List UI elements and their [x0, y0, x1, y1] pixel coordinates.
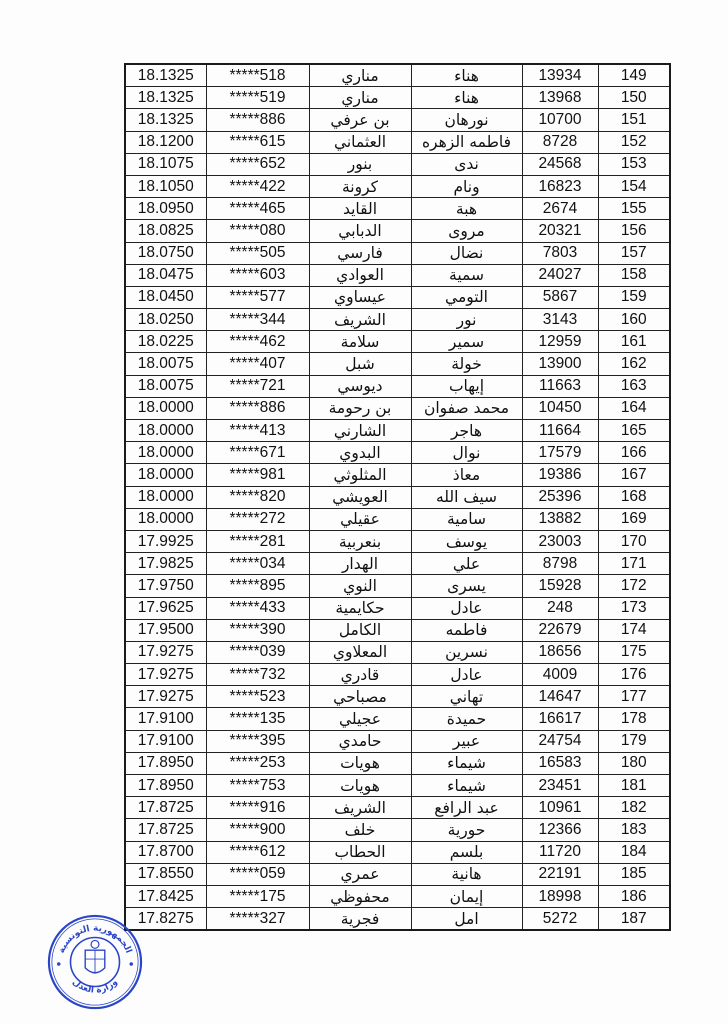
table-row [125, 730, 670, 752]
cell-last-name: بن رحومة [309, 397, 411, 419]
table-row [125, 309, 670, 331]
cell-rank: 176 [598, 664, 670, 686]
cell-first-name: عبير [411, 730, 522, 752]
table-row [125, 508, 670, 530]
cell-score: 18.0225 [125, 331, 206, 353]
table-row [125, 797, 670, 819]
cell-first-name: يوسف [411, 530, 522, 552]
cell-application-number: 23451 [522, 775, 598, 797]
cell-last-name: الكامل [309, 619, 411, 641]
cell-application-number: 2674 [522, 198, 598, 220]
cell-rank: 161 [598, 331, 670, 353]
cell-rank: 155 [598, 198, 670, 220]
cell-first-name: نورهان [411, 109, 522, 131]
cell-masked-id-number: *****886 [206, 397, 309, 419]
cell-first-name: ونام [411, 175, 522, 197]
cell-application-number: 7803 [522, 242, 598, 264]
table-row [125, 464, 670, 486]
cell-application-number: 22191 [522, 863, 598, 885]
cell-rank: 173 [598, 597, 670, 619]
cell-masked-id-number: *****916 [206, 797, 309, 819]
cell-masked-id-number: *****462 [206, 331, 309, 353]
table-row [125, 109, 670, 131]
cell-last-name: عجيلي [309, 708, 411, 730]
cell-last-name: ديوسي [309, 375, 411, 397]
cell-last-name: قادري [309, 664, 411, 686]
cell-rank: 166 [598, 442, 670, 464]
cell-last-name: مناري [309, 87, 411, 109]
cell-masked-id-number: *****344 [206, 309, 309, 331]
cell-score: 17.9825 [125, 553, 206, 575]
cell-masked-id-number: *****652 [206, 153, 309, 175]
cell-masked-id-number: *****390 [206, 619, 309, 641]
cell-rank: 171 [598, 553, 670, 575]
cell-last-name: بن عرفي [309, 109, 411, 131]
cell-first-name: هبة [411, 198, 522, 220]
cell-application-number: 16583 [522, 752, 598, 774]
cell-last-name: الشريف [309, 309, 411, 331]
table-row [125, 87, 670, 109]
cell-masked-id-number: *****518 [206, 64, 309, 87]
cell-masked-id-number: *****820 [206, 486, 309, 508]
cell-last-name: العثماني [309, 131, 411, 153]
cell-application-number: 25396 [522, 486, 598, 508]
cell-rank: 184 [598, 841, 670, 863]
cell-masked-id-number: *****433 [206, 597, 309, 619]
cell-score: 17.8950 [125, 752, 206, 774]
cell-score: 17.8425 [125, 885, 206, 907]
cell-score: 17.9100 [125, 708, 206, 730]
cell-rank: 165 [598, 420, 670, 442]
cell-first-name: هناء [411, 87, 522, 109]
cell-first-name: عادل [411, 597, 522, 619]
cell-masked-id-number: *****465 [206, 198, 309, 220]
cell-rank: 158 [598, 264, 670, 286]
cell-application-number: 5272 [522, 908, 598, 931]
cell-rank: 169 [598, 508, 670, 530]
cell-first-name: بلسم [411, 841, 522, 863]
cell-score: 18.1325 [125, 109, 206, 131]
cell-masked-id-number: *****671 [206, 442, 309, 464]
cell-masked-id-number: *****253 [206, 752, 309, 774]
table-row [125, 264, 670, 286]
cell-score: 18.1325 [125, 64, 206, 87]
cell-last-name: فجرية [309, 908, 411, 931]
cell-last-name: الدبابي [309, 220, 411, 242]
table-row [125, 641, 670, 663]
cell-rank: 179 [598, 730, 670, 752]
cell-rank: 157 [598, 242, 670, 264]
cell-score: 18.1325 [125, 87, 206, 109]
cell-rank: 180 [598, 752, 670, 774]
cell-last-name: حامدي [309, 730, 411, 752]
cell-last-name: خلف [309, 819, 411, 841]
cell-masked-id-number: *****981 [206, 464, 309, 486]
cell-rank: 175 [598, 641, 670, 663]
cell-application-number: 20321 [522, 220, 598, 242]
cell-rank: 167 [598, 464, 670, 486]
cell-first-name: نور [411, 309, 522, 331]
cell-first-name: إيهاب [411, 375, 522, 397]
cell-application-number: 5867 [522, 286, 598, 308]
stamp-top-text: الجمهورية التونسية [56, 923, 134, 955]
table-row [125, 775, 670, 797]
stamp-bottom-text: وزارة العدل [70, 977, 120, 996]
cell-last-name: العوادي [309, 264, 411, 286]
cell-masked-id-number: *****603 [206, 264, 309, 286]
cell-first-name: ندى [411, 153, 522, 175]
cell-masked-id-number: *****059 [206, 863, 309, 885]
cell-rank: 174 [598, 619, 670, 641]
cell-score: 18.0000 [125, 486, 206, 508]
cell-rank: 156 [598, 220, 670, 242]
cell-rank: 181 [598, 775, 670, 797]
cell-rank: 152 [598, 131, 670, 153]
cell-score: 17.9275 [125, 686, 206, 708]
cell-last-name: النوي [309, 575, 411, 597]
table-row [125, 397, 670, 419]
cell-rank: 153 [598, 153, 670, 175]
cell-masked-id-number: *****519 [206, 87, 309, 109]
cell-score: 17.8550 [125, 863, 206, 885]
cell-application-number: 19386 [522, 464, 598, 486]
cell-last-name: عيساوي [309, 286, 411, 308]
cell-masked-id-number: *****615 [206, 131, 309, 153]
cell-last-name: المثلوثي [309, 464, 411, 486]
cell-masked-id-number: *****034 [206, 553, 309, 575]
table-row [125, 686, 670, 708]
cell-first-name: هناء [411, 64, 522, 87]
cell-application-number: 15928 [522, 575, 598, 597]
cell-application-number: 13900 [522, 353, 598, 375]
cell-rank: 164 [598, 397, 670, 419]
cell-rank: 185 [598, 863, 670, 885]
table-row [125, 752, 670, 774]
cell-first-name: فاطمه الزهره [411, 131, 522, 153]
table-row [125, 153, 670, 175]
cell-masked-id-number: *****721 [206, 375, 309, 397]
table-row [125, 198, 670, 220]
cell-score: 18.1075 [125, 153, 206, 175]
cell-masked-id-number: *****753 [206, 775, 309, 797]
cell-score: 17.9925 [125, 530, 206, 552]
table-row [125, 597, 670, 619]
table-row [125, 242, 670, 264]
cell-first-name: حورية [411, 819, 522, 841]
cell-last-name: محفوظي [309, 885, 411, 907]
cell-first-name: معاذ [411, 464, 522, 486]
cell-first-name: هاجر [411, 420, 522, 442]
cell-rank: 187 [598, 908, 670, 931]
table-row [125, 353, 670, 375]
cell-last-name: سلامة [309, 331, 411, 353]
cell-rank: 168 [598, 486, 670, 508]
cell-score: 17.9500 [125, 619, 206, 641]
cell-first-name: حميدة [411, 708, 522, 730]
cell-application-number: 18656 [522, 641, 598, 663]
table-row [125, 442, 670, 464]
cell-last-name: البدوي [309, 442, 411, 464]
cell-score: 17.8700 [125, 841, 206, 863]
cell-first-name: فاطمه [411, 619, 522, 641]
cell-score: 18.0000 [125, 464, 206, 486]
cell-application-number: 3143 [522, 309, 598, 331]
cell-last-name: شبل [309, 353, 411, 375]
cell-masked-id-number: *****407 [206, 353, 309, 375]
cell-last-name: عقيلي [309, 508, 411, 530]
cell-last-name: العويشي [309, 486, 411, 508]
cell-score: 17.9275 [125, 664, 206, 686]
table-row [125, 885, 670, 907]
cell-score: 18.0000 [125, 420, 206, 442]
cell-masked-id-number: *****135 [206, 708, 309, 730]
cell-last-name: الشريف [309, 797, 411, 819]
cell-score: 17.8725 [125, 797, 206, 819]
cell-application-number: 11663 [522, 375, 598, 397]
cell-first-name: شيماء [411, 752, 522, 774]
cell-masked-id-number: *****080 [206, 220, 309, 242]
table-row [125, 908, 670, 931]
cell-last-name: الحطاب [309, 841, 411, 863]
table-row [125, 220, 670, 242]
cell-masked-id-number: *****413 [206, 420, 309, 442]
table-row [125, 619, 670, 641]
cell-rank: 170 [598, 530, 670, 552]
cell-first-name: نسرين [411, 641, 522, 663]
table-row [125, 375, 670, 397]
cell-application-number: 8728 [522, 131, 598, 153]
cell-last-name: المعلاوي [309, 641, 411, 663]
cell-last-name: حكايمية [309, 597, 411, 619]
table-row [125, 863, 670, 885]
cell-score: 18.1050 [125, 175, 206, 197]
cell-first-name: سامية [411, 508, 522, 530]
cell-first-name: نضال [411, 242, 522, 264]
table-row [125, 175, 670, 197]
cell-application-number: 13934 [522, 64, 598, 87]
cell-first-name: خولة [411, 353, 522, 375]
cell-last-name: مصباحي [309, 686, 411, 708]
cell-application-number: 12959 [522, 331, 598, 353]
cell-application-number: 14647 [522, 686, 598, 708]
cell-application-number: 11664 [522, 420, 598, 442]
cell-score: 17.9625 [125, 597, 206, 619]
cell-application-number: 13882 [522, 508, 598, 530]
cell-rank: 186 [598, 885, 670, 907]
cell-first-name: سمية [411, 264, 522, 286]
cell-first-name: امل [411, 908, 522, 931]
cell-masked-id-number: *****886 [206, 109, 309, 131]
cell-last-name: كرونة [309, 175, 411, 197]
cell-first-name: عبد الرافع [411, 797, 522, 819]
cell-application-number: 8798 [522, 553, 598, 575]
cell-score: 18.0250 [125, 309, 206, 331]
results-table-body [125, 64, 670, 930]
cell-application-number: 11720 [522, 841, 598, 863]
cell-application-number: 10700 [522, 109, 598, 131]
cell-application-number: 12366 [522, 819, 598, 841]
cell-masked-id-number: *****732 [206, 664, 309, 686]
cell-last-name: هويات [309, 775, 411, 797]
table-row [125, 819, 670, 841]
cell-application-number: 13968 [522, 87, 598, 109]
cell-rank: 160 [598, 309, 670, 331]
cell-first-name: هانية [411, 863, 522, 885]
cell-rank: 178 [598, 708, 670, 730]
cell-score: 17.9275 [125, 641, 206, 663]
cell-last-name: الهدار [309, 553, 411, 575]
table-row [125, 420, 670, 442]
cell-application-number: 16617 [522, 708, 598, 730]
cell-first-name: إيمان [411, 885, 522, 907]
table-row [125, 530, 670, 552]
cell-rank: 154 [598, 175, 670, 197]
svg-text:وزارة العدل [70, 977, 120, 995]
ministry-stamp [46, 913, 144, 1011]
cell-score: 18.0000 [125, 397, 206, 419]
cell-first-name: مروى [411, 220, 522, 242]
cell-application-number: 24754 [522, 730, 598, 752]
cell-masked-id-number: *****272 [206, 508, 309, 530]
cell-masked-id-number: *****395 [206, 730, 309, 752]
cell-rank: 149 [598, 64, 670, 87]
cell-score: 17.9750 [125, 575, 206, 597]
cell-application-number: 10961 [522, 797, 598, 819]
cell-application-number: 18998 [522, 885, 598, 907]
cell-rank: 162 [598, 353, 670, 375]
cell-first-name: محمد صفوان [411, 397, 522, 419]
cell-score: 18.0075 [125, 375, 206, 397]
cell-score: 17.8725 [125, 819, 206, 841]
cell-score: 17.8950 [125, 775, 206, 797]
cell-masked-id-number: *****175 [206, 885, 309, 907]
cell-last-name: بنعربية [309, 530, 411, 552]
cell-rank: 183 [598, 819, 670, 841]
cell-last-name: فارسي [309, 242, 411, 264]
cell-rank: 182 [598, 797, 670, 819]
cell-application-number: 17579 [522, 442, 598, 464]
cell-rank: 151 [598, 109, 670, 131]
cell-first-name: نوال [411, 442, 522, 464]
cell-score: 18.0950 [125, 198, 206, 220]
cell-first-name: شيماء [411, 775, 522, 797]
cell-last-name: القايد [309, 198, 411, 220]
cell-masked-id-number: *****900 [206, 819, 309, 841]
cell-application-number: 24568 [522, 153, 598, 175]
cell-first-name: يسرى [411, 575, 522, 597]
cell-rank: 159 [598, 286, 670, 308]
cell-score: 18.0750 [125, 242, 206, 264]
cell-application-number: 248 [522, 597, 598, 619]
cell-masked-id-number: *****612 [206, 841, 309, 863]
cell-rank: 150 [598, 87, 670, 109]
table-row [125, 64, 670, 87]
cell-first-name: تهاني [411, 686, 522, 708]
cell-application-number: 24027 [522, 264, 598, 286]
cell-score: 18.0825 [125, 220, 206, 242]
results-table [124, 63, 671, 931]
cell-score: 17.8275 [125, 908, 206, 931]
cell-last-name: هويات [309, 752, 411, 774]
cell-first-name: علي [411, 553, 522, 575]
cell-last-name: بنور [309, 153, 411, 175]
cell-first-name: سمير [411, 331, 522, 353]
cell-masked-id-number: *****281 [206, 530, 309, 552]
cell-score: 18.0450 [125, 286, 206, 308]
cell-application-number: 22679 [522, 619, 598, 641]
table-row [125, 708, 670, 730]
cell-application-number: 4009 [522, 664, 598, 686]
cell-last-name: الشارني [309, 420, 411, 442]
cell-first-name: سيف الله [411, 486, 522, 508]
cell-masked-id-number: *****505 [206, 242, 309, 264]
cell-application-number: 23003 [522, 530, 598, 552]
table-row [125, 553, 670, 575]
table-row [125, 331, 670, 353]
table-row [125, 286, 670, 308]
cell-score: 18.0475 [125, 264, 206, 286]
cell-application-number: 10450 [522, 397, 598, 419]
cell-first-name: عادل [411, 664, 522, 686]
cell-rank: 177 [598, 686, 670, 708]
cell-last-name: مناري [309, 64, 411, 87]
cell-masked-id-number: *****895 [206, 575, 309, 597]
cell-masked-id-number: *****577 [206, 286, 309, 308]
cell-rank: 172 [598, 575, 670, 597]
cell-score: 18.1200 [125, 131, 206, 153]
table-row [125, 486, 670, 508]
cell-rank: 163 [598, 375, 670, 397]
cell-score: 18.0000 [125, 508, 206, 530]
table-row [125, 575, 670, 597]
table-row [125, 841, 670, 863]
cell-first-name: التومي [411, 286, 522, 308]
cell-masked-id-number: *****039 [206, 641, 309, 663]
cell-masked-id-number: *****422 [206, 175, 309, 197]
cell-masked-id-number: *****523 [206, 686, 309, 708]
table-row [125, 664, 670, 686]
cell-application-number: 16823 [522, 175, 598, 197]
cell-masked-id-number: *****327 [206, 908, 309, 931]
cell-score: 18.0000 [125, 442, 206, 464]
cell-score: 18.0075 [125, 353, 206, 375]
cell-last-name: عمري [309, 863, 411, 885]
cell-score: 17.9100 [125, 730, 206, 752]
table-row [125, 131, 670, 153]
